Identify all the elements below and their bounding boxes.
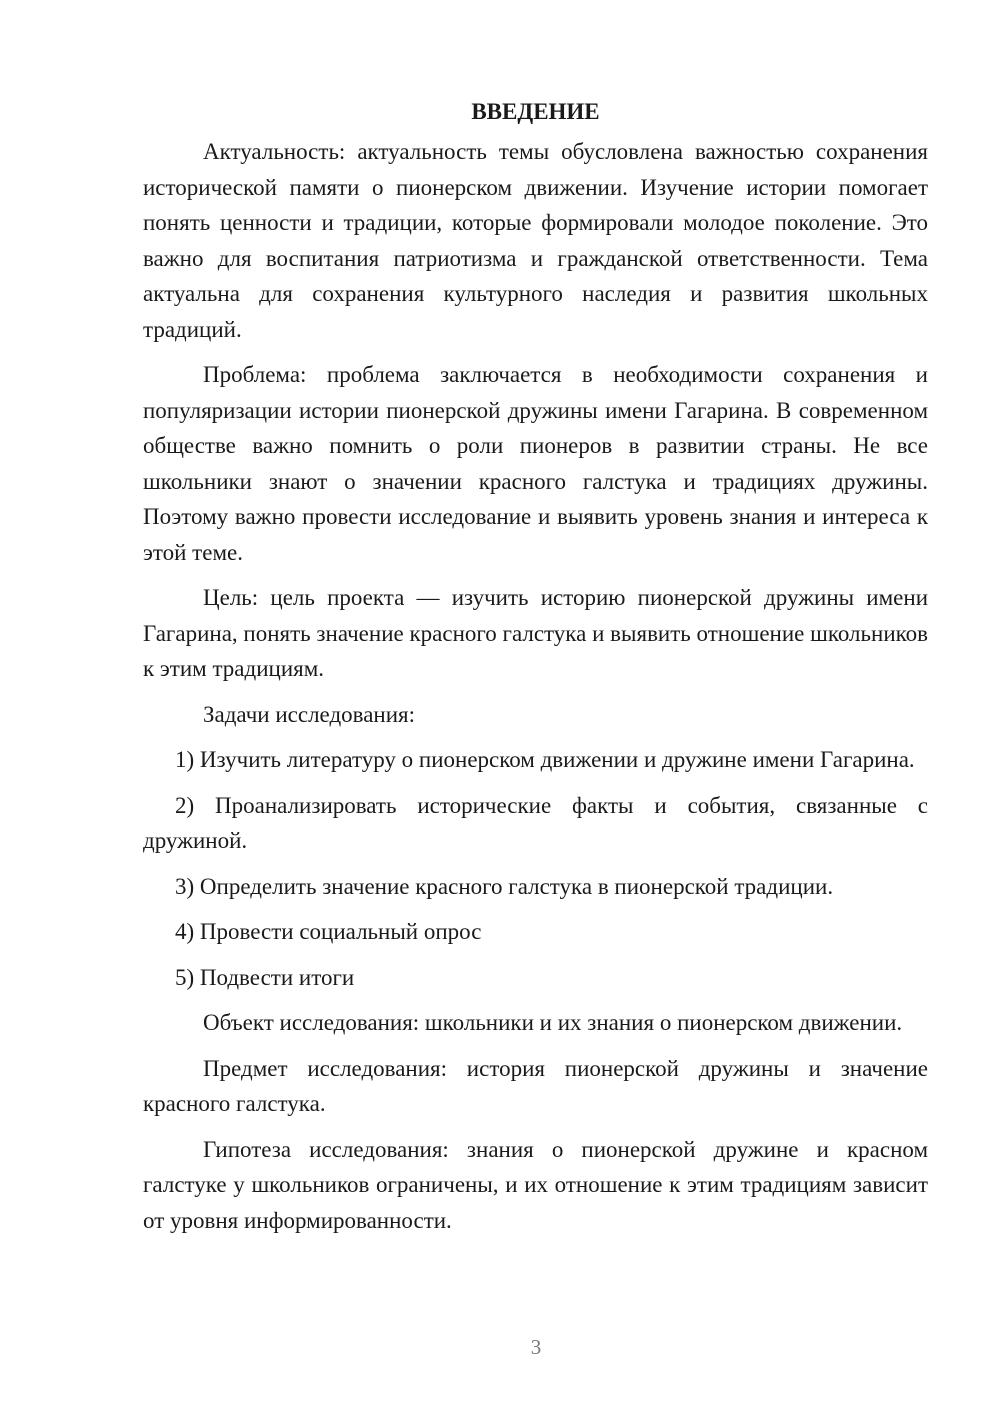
task-item-4: 4) Провести социальный опрос [175,919,482,944]
subject-paragraph: Предмет исследования: история пионерской дружины и значение красного галстука. [143,1055,928,1116]
tasks-heading: Задачи исследования: [203,701,416,727]
hypothesis-paragraph: Гипотеза исследования: знания о пионерской дружине и красном галстуке у школьников ограничены, и их отношение к этим традициям зависит от уровня информированности. [143,1136,928,1233]
section-title: ВВЕДЕНИЕ [471,99,600,124]
task-item-5: 5) Подвести итоги [175,964,355,990]
relevance-paragraph: Актуальность: актуальность темы обусловлена важностью сохранения исторической памяти о пионерском движении. Изучение истории помогает понять ценности и традиции, которые формировали молодое поколение. Это важно для воспитания патриотизма и гражданской ответственности. Тема актуальна для сохранения культурного наследия и развития школьных традиций. [143,139,928,342]
document-page [143,94,928,1248]
task-item-2: 2) Проанализировать исторические факты и события, связанные с дружиной. [143,792,928,853]
goal-paragraph: Цель: цель проекта — изучить историю пионерской дружины имени Гагарина, понять значение красного галстука и выявить отношение школьников к этим традициям. [143,585,928,681]
problem-paragraph: Проблема: проблема заключается в необходимости сохранения и популяризации истории пионерской дружины имени Гагарина. В современном обществе важно помнить о роли пионеров в развитии страны. Не все школьники знают о значении красного галстука и традициях дружины. Поэтому важно провести исследование и выявить уровень знания и интереса к этой теме. [143,362,928,565]
task-item-1: 1) Изучить литературу о пионерском движении и дружине имени Гагарина. [175,747,915,772]
object-paragraph: Объект исследования: школьники и их знания о пионерском движении. [203,1010,903,1035]
task-item-3: 3) Определить значение красного галстука в пионерской традиции. [175,873,834,899]
page-number: 3 [530,1335,542,1359]
